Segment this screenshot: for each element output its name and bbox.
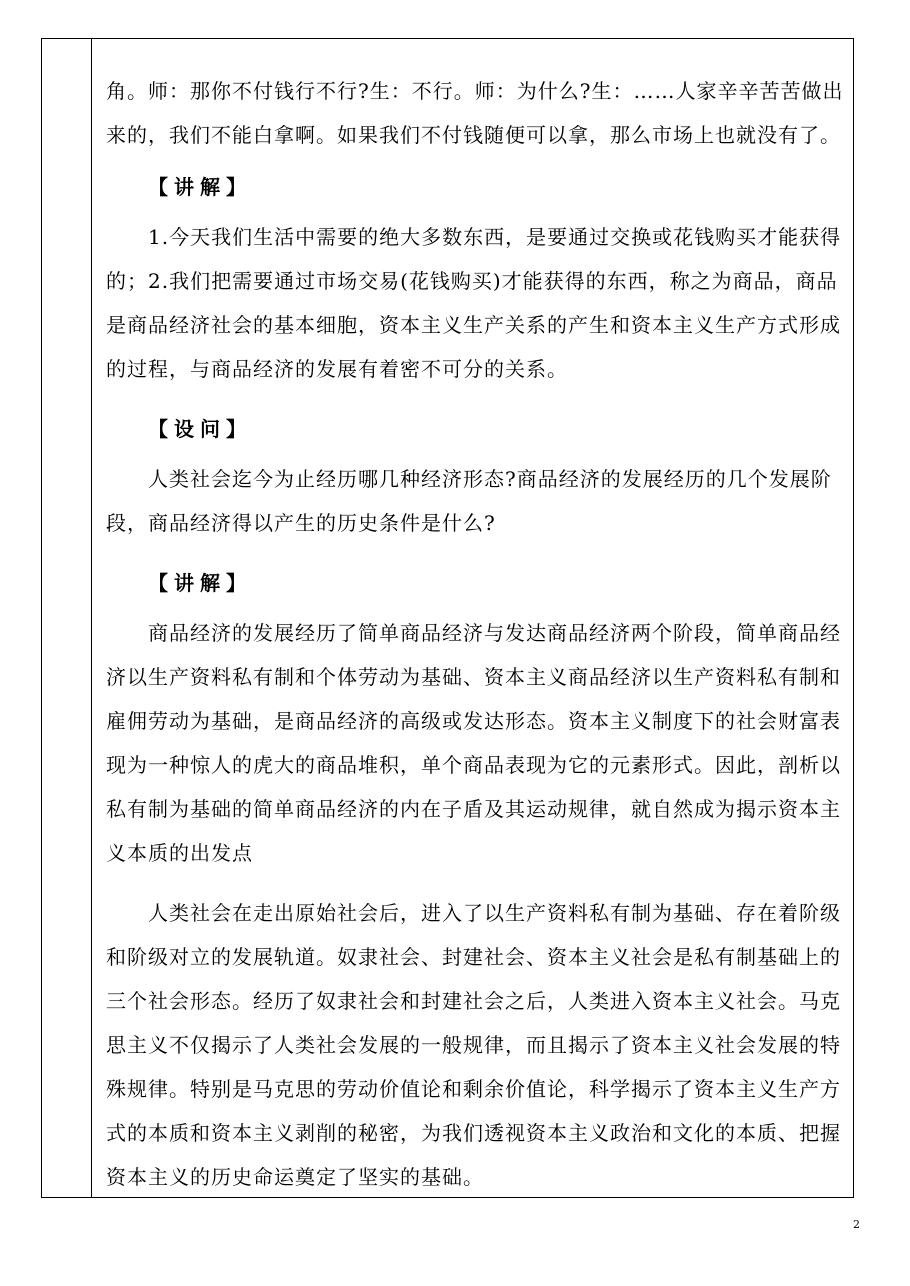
table-frame <box>41 38 854 1198</box>
content-cell <box>106 69 846 1199</box>
section-heading-explanation: 【讲解】 <box>148 175 252 199</box>
page-number: 2 <box>853 1218 860 1231</box>
section-heading-question: 【设问】 <box>148 417 252 441</box>
section-heading-explanation: 【讲解】 <box>148 571 252 595</box>
paragraph: 人类社会在走出原始社会后，进入了以生产资料私有制为基础、存在着阶级和阶级对立的发展轨道。奴隶社会、封建社会、资本主义社会是私有制基础上的三个社会形态。经历了奴隶社会和封建社会之后，人类进入资本主义社会。马克思主义不仅揭示了人类社会发展的一般规律，而且揭示了资本主义社会发展的特殊规律。特别是马克思的劳动价值论和剩余价值论，科学揭示了资本主义生产方式的本质和资本主义剥削的秘密，为我们透视资本主义政治和文化的本质、把握资本主义的历史命运奠定了坚实的基础。 <box>106 901 841 1189</box>
paragraph: 商品经济的发展经历了简单商品经济与发达商品经济两个阶段，简单商品经济以生产资料私有制和个体劳动为基础、资本主义商品经济以生产资料私有制和雇佣劳动为基础，是商品经济的高级或发达形态。资本主义制度下的社会财富表现为一种惊人的虎大的商品堆积，单个商品表现为它的元素形式。因此，剖析以私有制为基础的简单商品经济的内在子盾及其运动规律，就自然成为揭示资本主义本质的出发点 <box>106 621 841 865</box>
paragraph: 1.今天我们生活中需要的绝大多数东西，是要通过交换或花钱购买才能获得的；2.我们把需要通过市场交易(花钱购买)才能获得的东西，称之为商品，商品是商品经济社会的基本细胞，资本主义生产关系的产生和资本主义生产方式形成的过程，与商品经济的发展有着密不可分的关系。 <box>106 225 842 381</box>
left-column <box>42 39 92 1197</box>
paragraph-continuation: 角。师：那你不付钱行不行?生：不行。师：为什么?生：……人家辛辛苦苦做出来的，我们不能白拿啊。如果我们不付钱随便可以拿，那么市场上也就没有了。 <box>106 79 844 147</box>
paragraph: 人类社会迄今为止经历哪几种经济形态?商品经济的发展经历的几个发展阶段，商品经济得以产生的历史条件是什么? <box>106 467 832 535</box>
